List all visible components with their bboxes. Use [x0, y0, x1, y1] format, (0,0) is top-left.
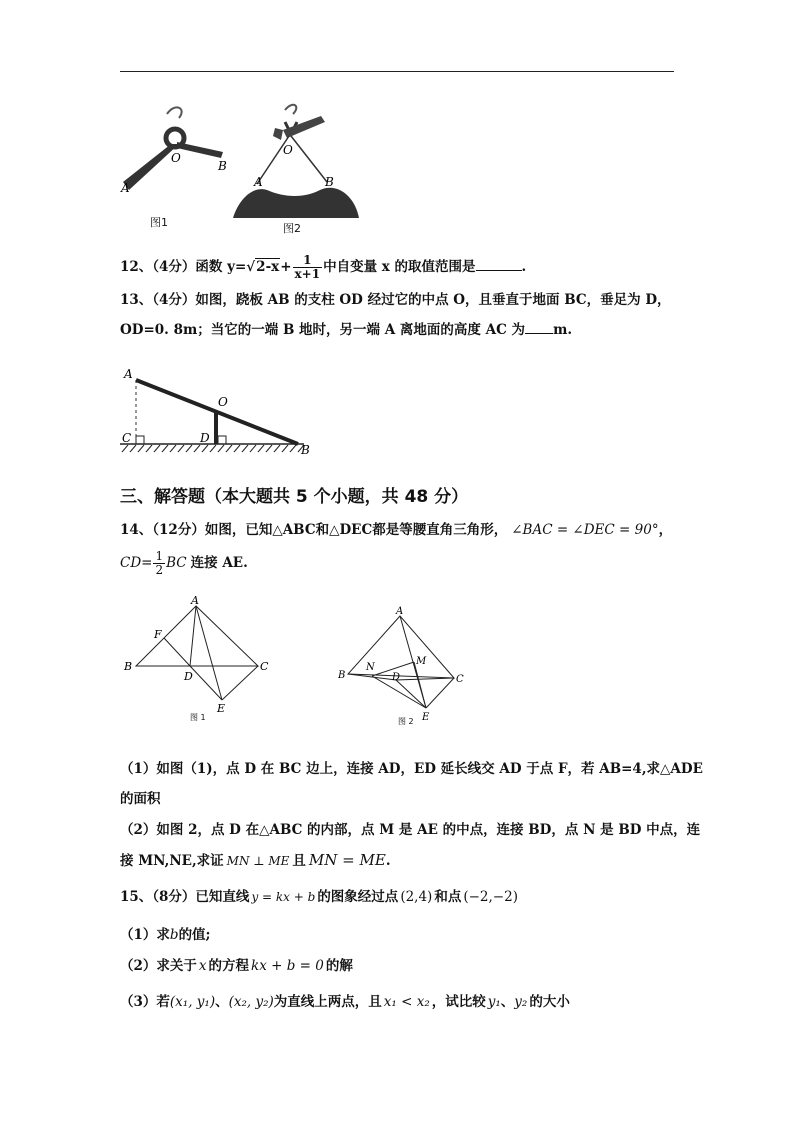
q14-angle-expr: ∠BAC = ∠DEC = 90°	[511, 522, 659, 538]
q12-frac-den: x+1	[294, 267, 321, 281]
question-12: 12、（4分）函数 y=√2-x+ $\frac{1}{x+1}$ 中自变量 x 的取值范围是 .	[120, 253, 527, 281]
q14-part1-line1: （1）如图（1)，点 D 在 BC 边上，连接 AD，ED 延长线交 AD 于点 F，若 AB=4,求△ADE	[120, 761, 703, 777]
fig1-label-c: C	[260, 660, 269, 673]
q15-p3-sep2: 、	[500, 994, 515, 1010]
q15-line1-text: 15、（8分）已知直线	[120, 889, 250, 905]
q12-suffix: 中自变量 x 的取值范围是	[323, 259, 476, 275]
seesaw-figure	[114, 362, 324, 462]
fig2-label-c: C	[456, 674, 464, 685]
fig1-label-a: A	[121, 181, 130, 195]
seesaw-label-b: B	[301, 443, 310, 457]
seesaw-label-o: O	[218, 395, 228, 409]
fig1-label-a: A	[191, 594, 199, 607]
q14-bc: BC	[166, 555, 187, 571]
fig2-hanger-drawing	[233, 105, 359, 218]
q14-fraction	[153, 550, 165, 577]
q14-line2-text: 连接 AE.	[190, 555, 248, 571]
q15-part2	[120, 957, 353, 975]
q13-line1: 13、（4分）如图，跷板 AB 的支柱 OD 经过它的中点 O，且垂直于地面 BC，垂足为 D，	[120, 292, 671, 308]
fig2-label-e: E	[422, 712, 430, 723]
q15-p2-text: （2）求关于	[120, 958, 197, 974]
fig2-label-m: M	[416, 656, 427, 667]
q15-part1	[120, 926, 211, 944]
q15-p3-sep: 、	[215, 994, 229, 1010]
q12-plus: +	[280, 259, 292, 275]
q14-part2-end: .	[385, 853, 391, 869]
q14-part1-line2: 的面积	[120, 791, 161, 807]
fig1-label-f: F	[154, 628, 162, 641]
q15-line1-and: 和点	[434, 889, 462, 905]
q14-frac-den: 2	[155, 563, 164, 577]
q15-point-2: (−2,−2)	[463, 889, 518, 905]
fig1-label-e: E	[217, 702, 226, 715]
q12-end: .	[521, 259, 527, 275]
q14-line1-end: ，	[658, 522, 673, 538]
seesaw-label-d: D	[200, 431, 210, 445]
fig2-label-b: B	[325, 175, 334, 189]
fig2-label-n: N	[366, 662, 375, 673]
q13-line2-end: m.	[553, 322, 573, 338]
fig1-label-d: D	[184, 670, 193, 683]
q14-perp-expr: MN ⊥ ME	[226, 854, 290, 868]
q14-line1-text: 14、（12分）如图，已知△ABC和△DEC都是等腰直角三角形，	[120, 522, 508, 538]
q15-p3-compare: ，试比较	[431, 994, 486, 1010]
q15-p1-text: （1）求	[120, 927, 170, 943]
q12-sqrt: 2-x	[256, 259, 280, 275]
fig2-label-a: A	[396, 606, 404, 617]
fig1-hanger-drawing	[123, 107, 223, 190]
fig1-label-b: B	[124, 660, 133, 673]
q15-line-eq: y = kx + b	[251, 890, 316, 904]
q14-part2-text: 接 MN,NE,求证	[120, 853, 224, 869]
right-angle-c	[136, 436, 144, 444]
fig2-caption: 图2	[283, 222, 301, 235]
fig2-label-a: A	[254, 175, 263, 189]
q15-p2-end: 的解	[325, 958, 353, 974]
q14-figure-1	[120, 594, 270, 724]
q14-frac-num: 1	[155, 549, 164, 563]
fig1-label-b: B	[218, 159, 227, 173]
q15-p3-end: 的大小	[529, 994, 570, 1010]
q15-p2-mid: 的方程	[208, 958, 250, 974]
q14-fig1-caption: 图 1	[190, 713, 206, 722]
fig2-label-d: D	[392, 672, 401, 683]
q14-eq-expr: MN = ME	[308, 851, 386, 869]
q15-p3-text: （3）若	[120, 994, 170, 1010]
q13-line2	[120, 321, 572, 339]
q14-and: 且	[292, 853, 306, 869]
q15-p3-y2: y₂	[514, 994, 528, 1010]
q15-p3-ineq: x₁ < x₂	[383, 994, 430, 1010]
q14-part2-line2	[120, 851, 391, 870]
seesaw-label-a: A	[124, 367, 133, 381]
header-rule	[120, 71, 674, 72]
q12-frac-num: 1	[293, 254, 323, 268]
ground-hatch	[122, 445, 304, 452]
right-angle-d	[218, 436, 226, 444]
q15-part3	[120, 993, 570, 1011]
q12-prefix: 12、（4分）函数 y=	[120, 259, 247, 275]
q14-line1	[120, 521, 672, 539]
q14-figure-2	[330, 604, 480, 724]
q15-p3-mid: 为直线上两点，且	[273, 994, 382, 1010]
q12-answer-blank[interactable]	[476, 258, 522, 271]
q15-p2-var: x	[198, 958, 207, 974]
q15-p3-pt1: (x₁, y₁)	[169, 994, 216, 1010]
q15-p1-var: b	[169, 927, 179, 943]
fig1-caption: 图1	[150, 216, 168, 229]
q15-line1-mid: 的图象经过点	[317, 889, 399, 905]
q14-part2-line1: （2）如图 2，点 D 在△ABC 的内部，点 M 是 AE 的中点，连接 BD，点 N 是 BD 中点，连	[120, 822, 701, 838]
q15-p1-end: 的值;	[178, 927, 211, 943]
q15-p3-pt2: (x₂, y₂)	[228, 994, 274, 1010]
q13-line2-text: OD=0. 8m；当它的一端 B 地时，另一端 A 离地面的高度 AC 为	[120, 322, 526, 338]
q14-line2	[120, 550, 248, 577]
fig1-label-o: O	[171, 151, 181, 165]
q14-fig2-caption: 图 2	[398, 717, 414, 726]
q15-p2-eq: kx + b = 0	[251, 958, 324, 974]
q14-cd: CD=	[120, 555, 153, 571]
seesaw-label-c: C	[122, 431, 132, 445]
q15-point-1: (2,4)	[400, 889, 433, 905]
fig2-label-o: O	[283, 143, 293, 157]
fig2-label-b: B	[338, 670, 346, 681]
q12-fraction	[293, 254, 323, 281]
section-3-title: 三、解答题（本大题共 5 个小题，共 48 分）	[120, 487, 469, 507]
q13-answer-blank[interactable]	[525, 321, 553, 334]
question-15	[120, 888, 518, 906]
q15-p3-y1: y₁	[487, 994, 501, 1010]
